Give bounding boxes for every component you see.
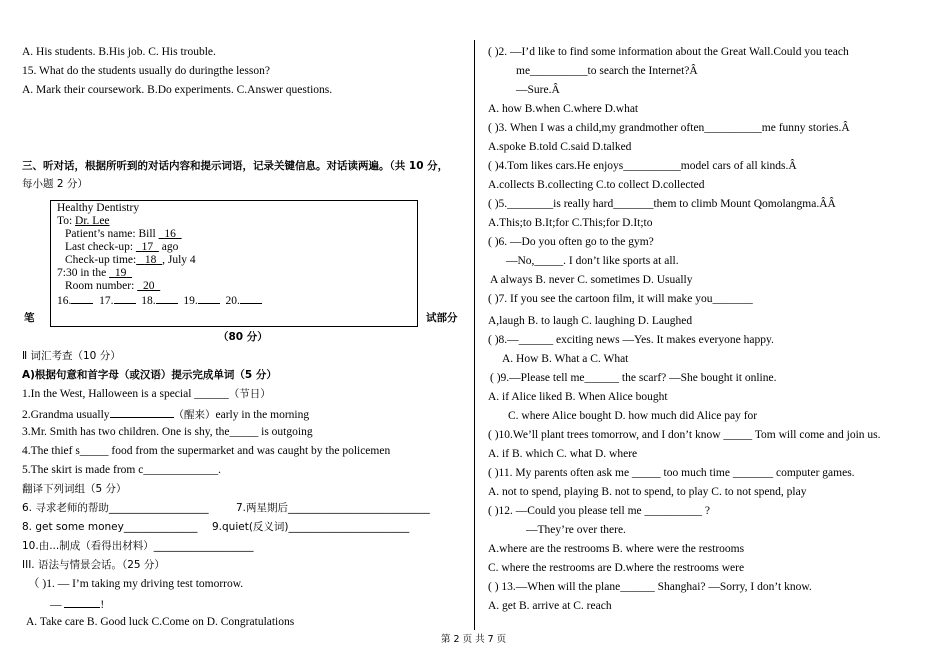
q8-question: ( )8.—______ exciting news —Yes. It makes everyone happy.: [488, 334, 774, 346]
section3-heading: 三、听对话，根据所听到的对话内容和提示词语，记录关键信息。对话读两遍。（共 10 分，: [22, 160, 449, 172]
q2-question: ( )2. —I’d like to find some information about the Great Wall.Could you teach: [488, 46, 849, 58]
q15-options: A. Mark their coursework. B.Do experiments. C.Answer questions.: [22, 84, 333, 96]
q8-options: A. How B. What a C. What: [502, 353, 629, 365]
note-checkup-time: Check-up time: 18 , July 4: [65, 254, 196, 266]
vocab-part-a: A)根据句意和首字母（或汉语）提示完成单词（5 分）: [22, 369, 277, 381]
q2-reply: —Sure.Â: [516, 84, 560, 96]
q9-options-ab: A. if Alice liked B. When Alice bought: [488, 391, 668, 403]
q6-question: ( )6. —Do you often go to the gym?: [488, 236, 654, 248]
translate-q9: 9.quiet(反义词)_______________________: [212, 521, 410, 533]
q4-question: ( )4.Tom likes cars.He enjoys__________model cars of all kinds.Â: [488, 160, 797, 172]
page-footer: 第 2 页 共 7 页: [441, 634, 507, 645]
q10-options: A. if B. which C. what D. where: [488, 448, 638, 460]
grammar-q1: （ )1. — I’m taking my driving test tomorrow.: [28, 578, 244, 590]
q9-options-cd: C. where Alice bought D. how much did Alice pay for: [508, 410, 758, 422]
q5-question: ( )5.________is really hard_______them to climb Mount Qomolangma.ÂÂ: [488, 198, 836, 210]
note-patient: Patient’s name: Bill 16: [65, 228, 176, 240]
note-room: Room number: 20: [65, 280, 155, 292]
exam-part-bi: 笔: [24, 312, 35, 324]
translate-q6: 6. 寻求老师的帮助___________________: [22, 502, 209, 514]
q9-question: ( )9.—Please tell me______ the scarf? —She bought it online.: [490, 372, 777, 384]
translate-q7: 7.两星期后___________________________: [236, 502, 430, 514]
q13-question: ( ) 13.—When will the plane______ Shanghai? —Sorry, I don’t know.: [488, 581, 812, 593]
q2-question-cont: me__________to search the Internet?Â: [516, 65, 698, 77]
q3-question: ( )3. When I was a child,my grandmother often__________me funny stories.Â: [488, 122, 850, 134]
q5-options: A.This;to B.It;for C.This;for D.It;to: [488, 217, 653, 229]
vocab-q2: 2.Grandma usually （醒来）early in the morning: [22, 406, 309, 422]
column-divider: [474, 40, 475, 630]
vocab-q4: 4.The thief s_____ food from the supermarket and was caught by the policemen: [22, 445, 391, 457]
q15-question: 15. What do the students usually do duringthe lesson?: [22, 65, 270, 77]
vocab-q3: 3.Mr. Smith has two children. One is shy, the_____ is outgoing: [22, 426, 313, 438]
q6-options: A always B. never C. sometimes D. Usually: [490, 274, 693, 286]
q7-options: A,laugh B. to laugh C. laughing D. Laughed: [488, 315, 693, 327]
q12-reply: —They’re over there.: [526, 524, 626, 536]
translate-q10: 10.由...制成（看得出材料）___________________: [22, 540, 254, 552]
q7-question: ( )7. If you see the cartoon film, it will make you_______: [488, 293, 753, 305]
vocab-q5: 5.The skirt is made from c_____________.: [22, 464, 221, 476]
note-title: Healthy Dentistry: [57, 202, 140, 214]
vocab-title: Ⅱ 词汇考查（10 分）: [22, 350, 121, 362]
grammar-q1-reply: — !: [50, 596, 104, 612]
q12-options-cd: C. where the restrooms are D.where the restrooms were: [488, 562, 745, 574]
section3-heading-cont: 每小题 2 分）: [22, 178, 88, 190]
note-last-checkup: Last check-up: 17 ago: [65, 241, 179, 253]
q2-options: A. how B.when C.where D.what: [488, 103, 639, 115]
grammar-q1-options: A. Take care B. Good luck C.Come on D. Congratulations: [26, 616, 295, 628]
q11-question: ( )11. My parents often ask me _____ too much time _______ computer games.: [488, 467, 855, 479]
q4-options: A.collects B.collecting C.to collect D.collected: [488, 179, 705, 191]
translate-q8: 8. get some money______________: [22, 521, 198, 533]
q3-options: A.spoke B.told C.said D.talked: [488, 141, 632, 153]
note-time: 7:30 in the 19: [57, 267, 127, 279]
exam-part-label: 试部分: [426, 312, 458, 324]
q13-options: A. get B. arrive at C. reach: [488, 600, 612, 612]
q12-question: ( )12. —Could you please tell me __________ ?: [488, 505, 710, 517]
q10-question: ( )10.We’ll plant trees tomorrow, and I don’t know _____ Tom will come and join us.: [488, 429, 881, 441]
vocab-q1: 1.In the West, Halloween is a special ______（节日）: [22, 388, 271, 400]
note-to: To: Dr. Lee: [57, 215, 110, 227]
note-answers: 16. 17. 18. 19. 20.: [57, 292, 262, 308]
q12-options-ab: A.where are the restrooms B. where were the restrooms: [488, 543, 745, 555]
written-score: （80 分）: [218, 331, 268, 343]
q14-options: A. His students. B.His job. C. His trouble.: [22, 46, 216, 58]
q11-options: A. not to spend, playing B. not to spend, to play C. to not spend, play: [488, 486, 807, 498]
grammar-title: III. 语法与情景会话。（25 分）: [22, 559, 165, 571]
translate-title: 翻译下列词组（5 分）: [22, 483, 127, 495]
q6-reply: —No,_____. I don’t like sports at all.: [506, 255, 679, 267]
note-box: [50, 200, 418, 327]
